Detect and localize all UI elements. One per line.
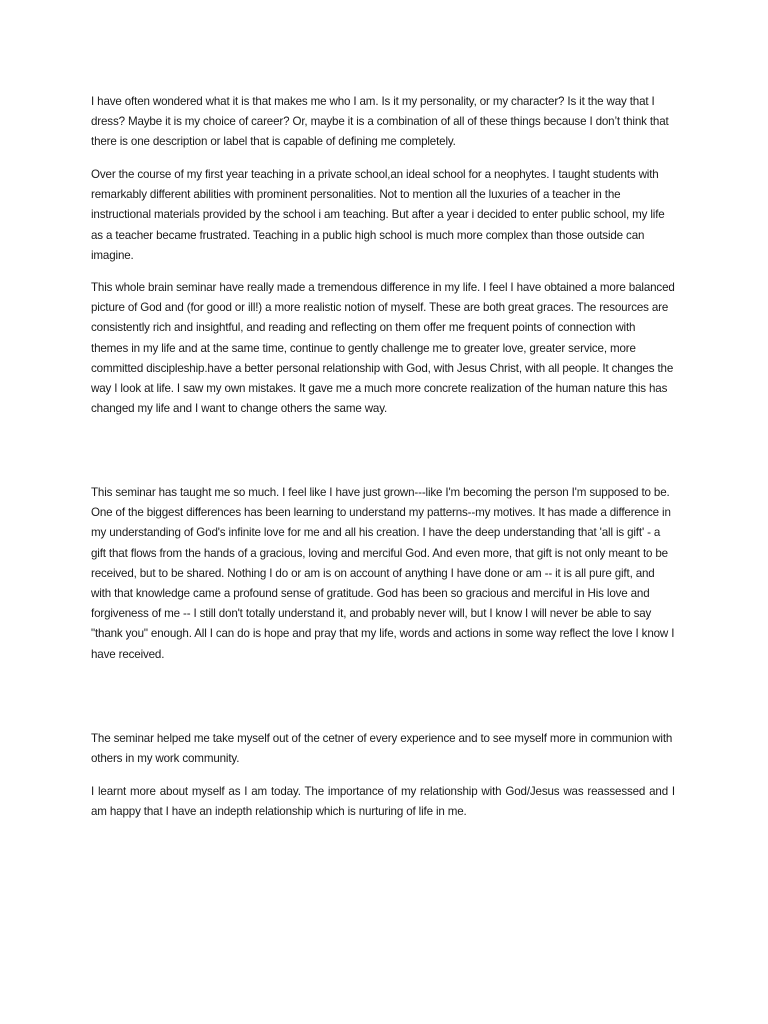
paragraph-teaching-experience: Over the course of my first year teaching in a private school,an ideal school for a neophytes. I taught students with remarkably different abilities with prominent personalities. Not to mention all the luxuries of a teacher in the instructional materials provided by the school i am teaching. But after a year i decided to enter public school, my life as a teacher became frustrated. Teaching in a public high school is much more complex than those outside can imagine. <box>91 168 665 262</box>
paragraph-whole-brain-seminar: This whole brain seminar have really made a tremendous difference in my life. I feel I have obtained a more balanced picture of God and (for good or ill!) a more realistic notion of myself. These are both great graces. The resources are consistently rich and insightful, and reading and reflecting on them offer me frequent points of connection with themes in my life and at the same time, continue to gently challenge me to greater love, greater service, more committed discipleship.have a better personal relationship with God, with Jesus Christ, with all people. It changes the way I look at life. I saw my own mistakes. It gave me a much more concrete realization of the human nature this has changed my life and I want to change others the same way. <box>91 281 675 416</box>
paragraph-seminar-lessons: This seminar has taught me so much. I feel like I have just grown---like I'm becoming the person I'm supposed to be. One of the biggest differences has been learning to understand my patterns--my motives. It has made a difference in my understanding of God's infinite love for me and all his creation. I have the deep understanding that 'all is gift' - a gift that flows from the hands of a gracious, loving and merciful God. And even more, that gift is not only meant to be received, but to be shared. Nothing I do or am is on account of anything I have done or am -- it is all pure gift, and with that knowledge came a profound sense of gratitude. God has been so gracious and merciful in His love and forgiveness of me -- I still don't totally understand it, and probably never will, but I know I will never be able to say "thank you" enough. All I can do is hope and pray that my life, words and actions in some way reflect the love I know I have received. <box>91 486 675 661</box>
paragraph-self-learning: I learnt more about myself as I am today. The importance of my relationship with God/Jesus was reassessed and I am happy that I have an indepth relationship which is nurturing of life in me. <box>91 785 675 819</box>
paragraph-identity: I have often wondered what it is that makes me who I am. Is it my personality, or my character? Is it the way that I dress? Maybe it is my choice of career? Or, maybe it is a combination of all of these things because I don’t think that there is one description or label that is capable of defining me completely. <box>91 95 669 149</box>
paragraph-community: The seminar helped me take myself out of the cetner of every experience and to see myself more in communion with others in my work community. <box>91 732 673 766</box>
